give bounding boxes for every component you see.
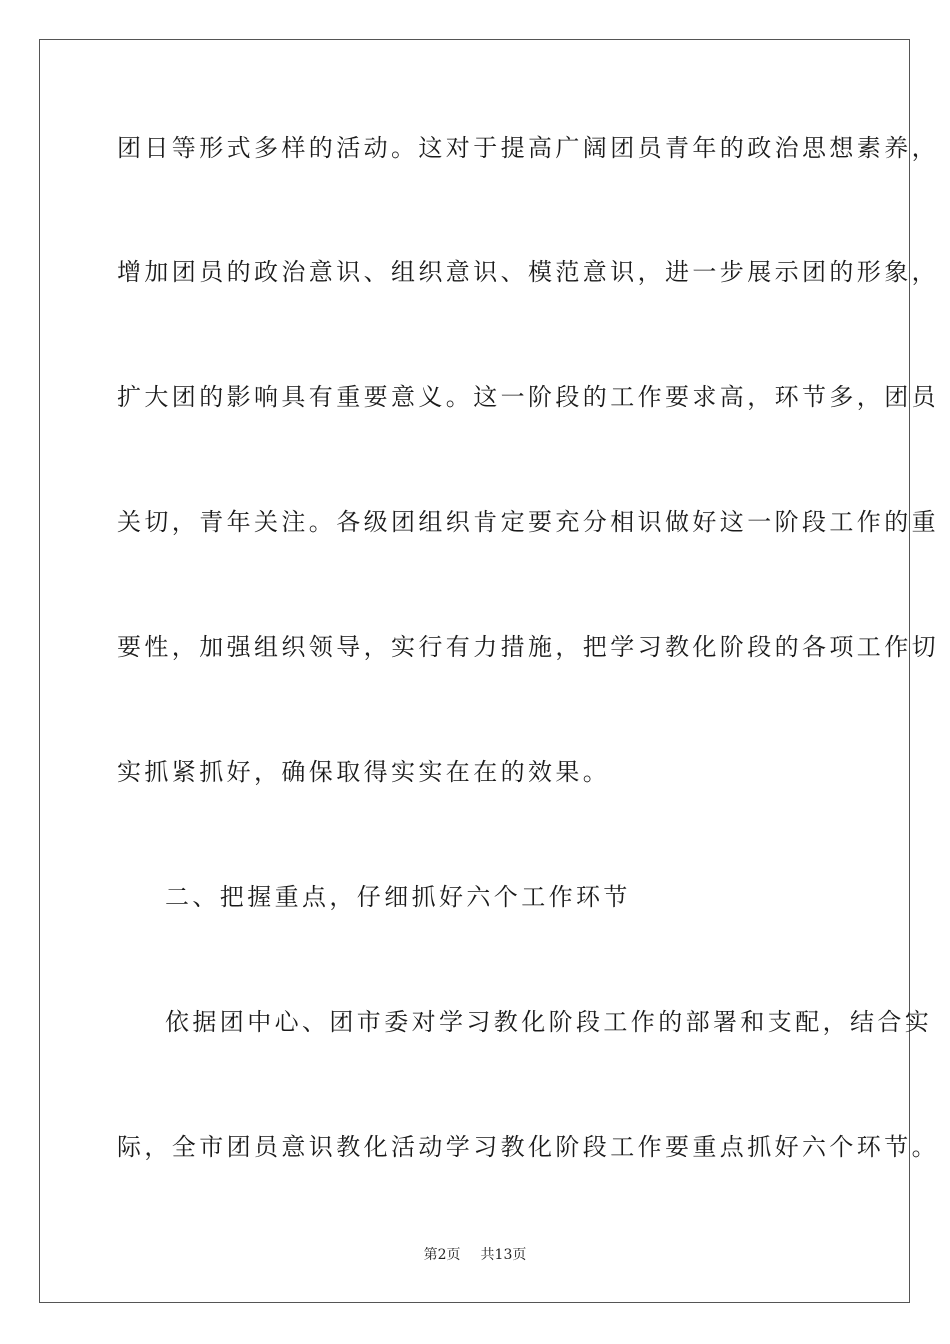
page-border [39, 39, 939, 1303]
page-footer [0, 1246, 950, 1264]
body-text-line-4: 关切，青年关注。各级团组织肯定要充分相识做好这一阶段工作的重 [117, 508, 939, 536]
body-text-line-3: 扩大团的影响具有重要意义。这一阶段的工作要求高，环节多，团员 [117, 383, 939, 411]
body-text-line-2: 增加团员的政治意识、组织意识、模范意识，进一步展示团的形象， [117, 258, 939, 286]
paragraph2-line-1: 依据团中心、团市委对学习教化阶段工作的部署和支配，结合实 [165, 1008, 933, 1036]
body-text-line-5: 要性，加强组织领导，实行有力措施，把学习教化阶段的各项工作切 [117, 633, 939, 661]
paragraph2-line-2: 际，全市团员意识教化活动学习教化阶段工作要重点抓好六个环节。 [117, 1133, 939, 1161]
page-total: 共13页 [480, 1247, 527, 1263]
body-text-line-6: 实抓紧抓好，确保取得实实在在的效果。 [117, 758, 611, 786]
section-heading: 二、把握重点，仔细抓好六个工作环节 [165, 883, 631, 911]
body-text-line-1: 团日等形式多样的活动。这对于提高广阔团员青年的政治思想素养， [117, 134, 939, 162]
page-number: 第2页 [423, 1247, 461, 1263]
